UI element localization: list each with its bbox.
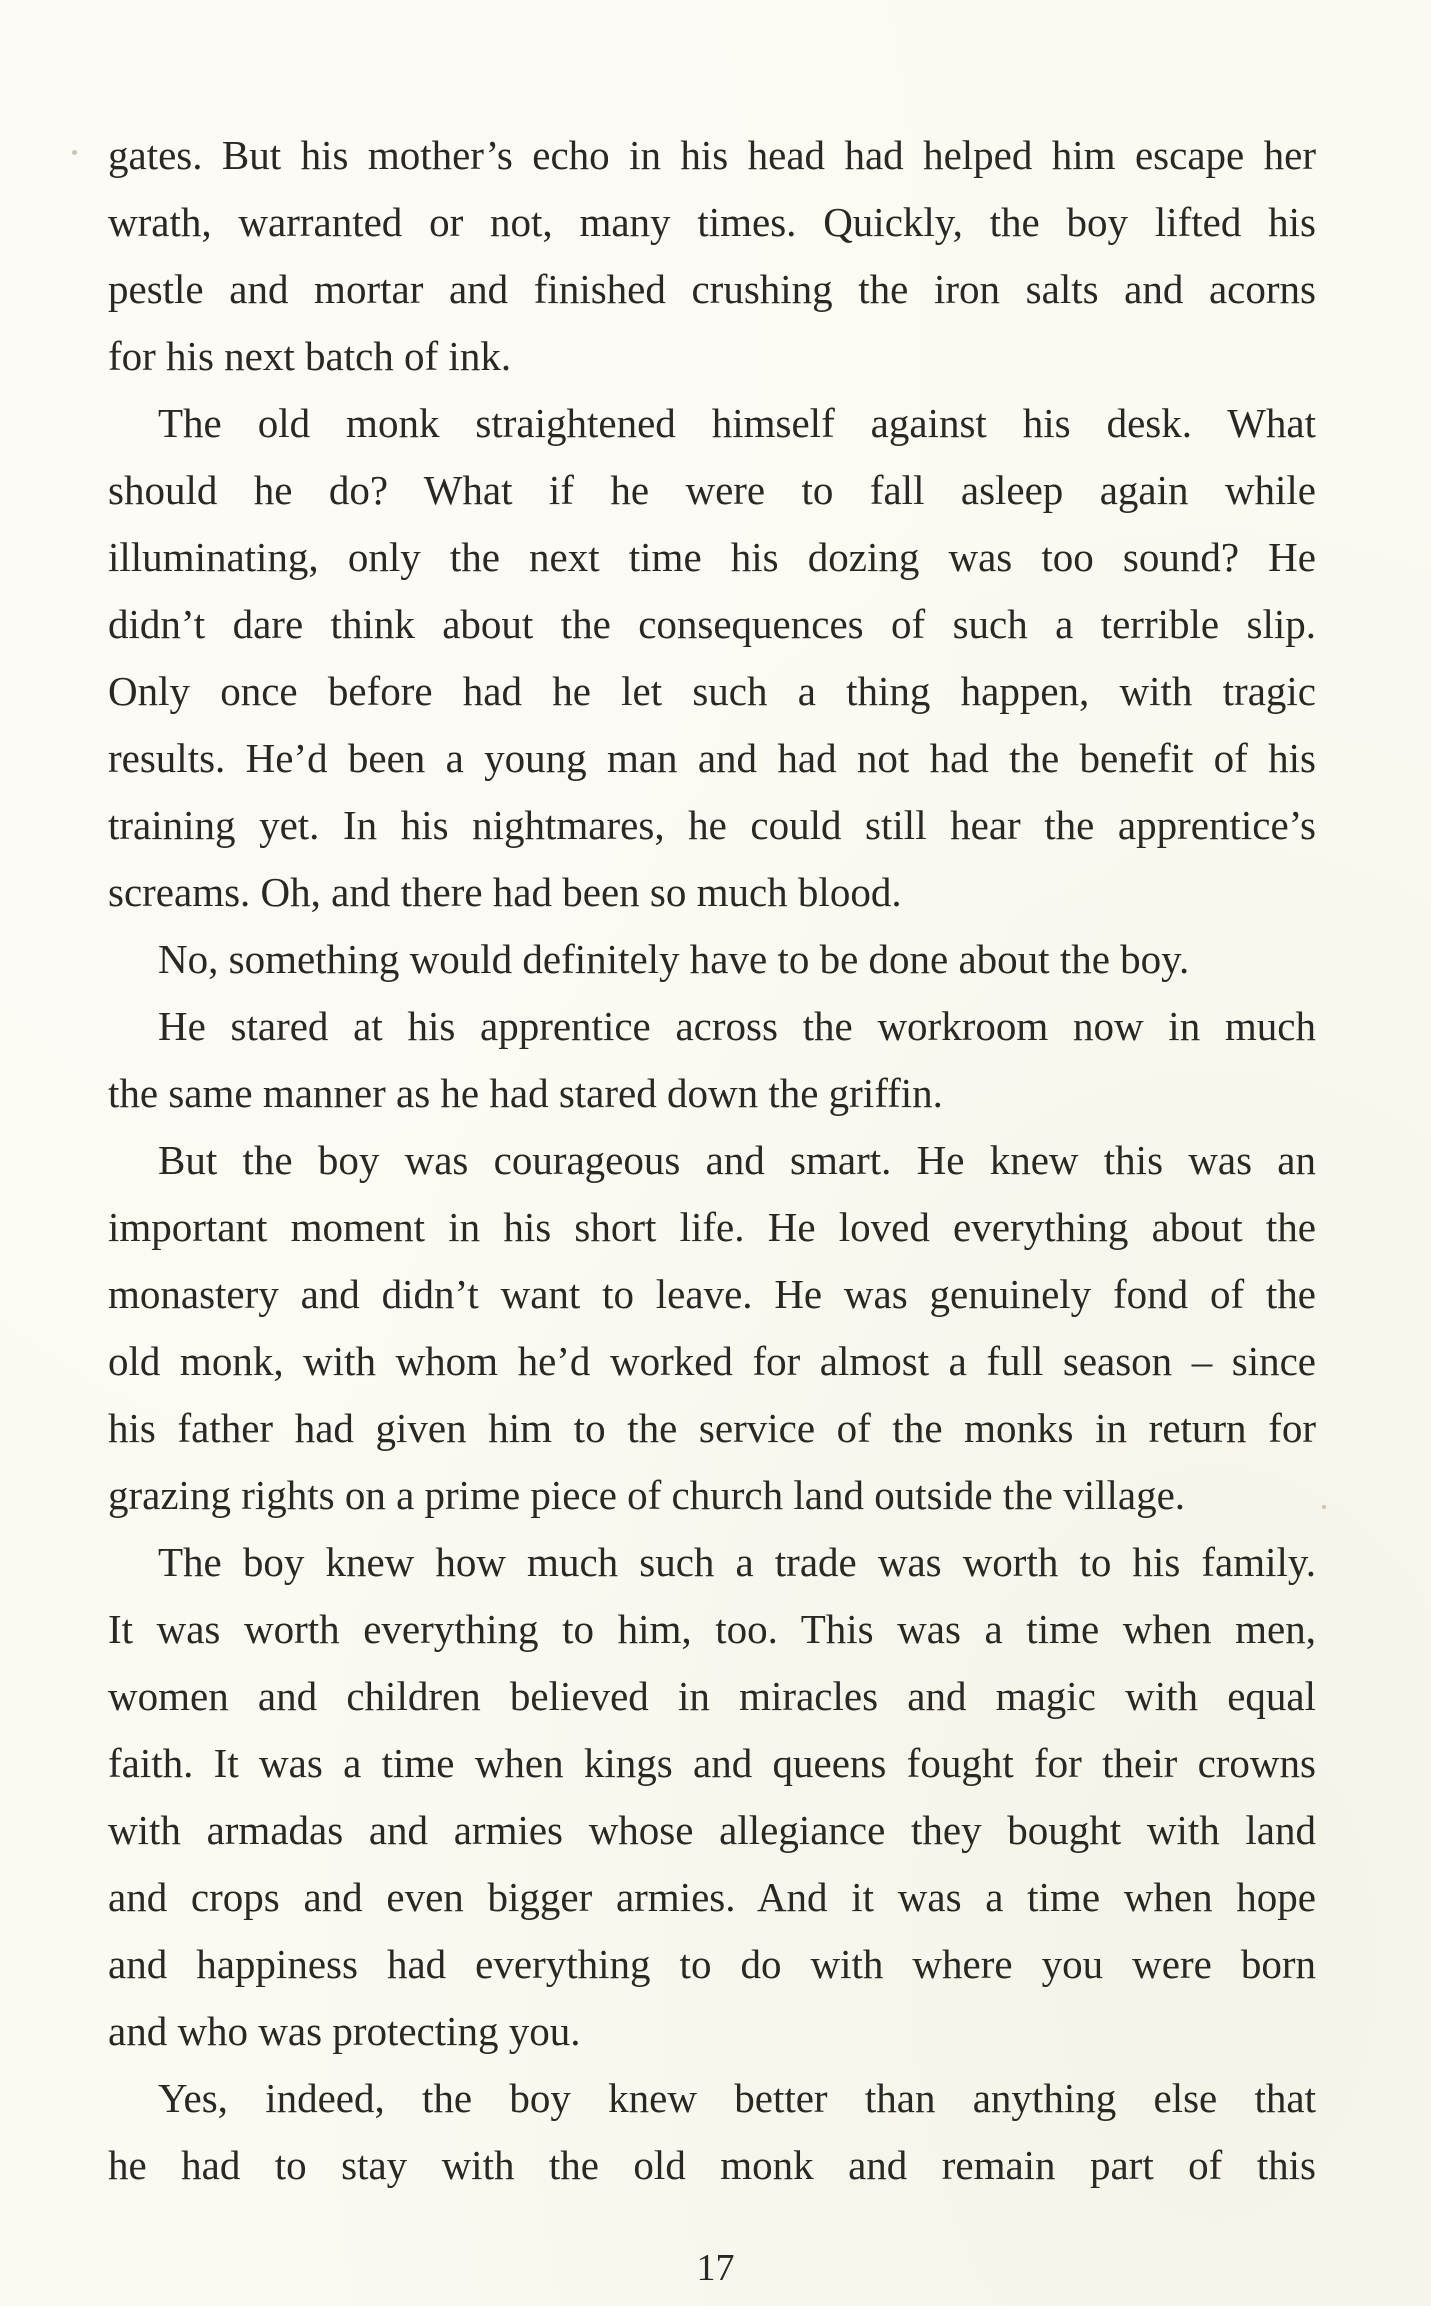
body-text bbox=[108, 122, 1316, 2199]
text-line: didn’t dare think about the consequences of such a terrible slip. bbox=[108, 601, 1316, 647]
text-line: faith. It was a time when kings and queens fought for their crowns bbox=[108, 1740, 1316, 1786]
page-number: 17 bbox=[696, 2247, 735, 2289]
text-line: grazing rights on a prime piece of church land outside the village. bbox=[108, 1472, 1186, 1518]
text-line: illuminating, only the next time his dozing was too sound? He bbox=[108, 534, 1316, 580]
text-line: gates. But his mother’s echo in his head had helped him escape her bbox=[108, 132, 1316, 178]
text-line: Yes, indeed, the boy knew better than anything else that bbox=[158, 2075, 1316, 2121]
text-line: and happiness had everything to do with where you were born bbox=[108, 1941, 1316, 1987]
text-line: wrath, warranted or not, many times. Quickly, the boy lifted his bbox=[108, 199, 1316, 245]
text-line: monastery and didn’t want to leave. He was genuinely fond of the bbox=[108, 1271, 1316, 1317]
paper-speck bbox=[1322, 1505, 1326, 1509]
text-line: The old monk straightened himself against his desk. What bbox=[158, 400, 1316, 446]
text-line: for his next batch of ink. bbox=[108, 333, 512, 379]
text-line: It was worth everything to him, too. This was a time when men, bbox=[108, 1606, 1316, 1652]
text-line: Only once before had he let such a thing happen, with tragic bbox=[108, 668, 1316, 714]
text-line: he had to stay with the old monk and remain part of this bbox=[108, 2142, 1316, 2188]
text-line: old monk, with whom he’d worked for almost a full season – since bbox=[108, 1338, 1316, 1384]
text-line: with armadas and armies whose allegiance they bought with land bbox=[108, 1807, 1316, 1853]
text-line: the same manner as he had stared down the griffin. bbox=[108, 1070, 943, 1116]
text-line: results. He’d been a young man and had not had the benefit of his bbox=[108, 735, 1316, 781]
text-line: his father had given him to the service of the monks in return for bbox=[108, 1405, 1316, 1451]
text-line: No, something would definitely have to be done about the boy. bbox=[158, 936, 1190, 982]
text-line: He stared at his apprentice across the workroom now in much bbox=[158, 1003, 1316, 1049]
text-line: But the boy was courageous and smart. He knew this was an bbox=[158, 1137, 1316, 1183]
text-line: important moment in his short life. He loved everything about the bbox=[108, 1204, 1316, 1250]
text-line: women and children believed in miracles and magic with equal bbox=[108, 1673, 1316, 1719]
text-line: The boy knew how much such a trade was worth to his family. bbox=[158, 1539, 1316, 1585]
text-line: screams. Oh, and there had been so much blood. bbox=[108, 869, 902, 915]
text-line: and crops and even bigger armies. And it was a time when hope bbox=[108, 1874, 1316, 1920]
text-line: pestle and mortar and finished crushing the iron salts and acorns bbox=[108, 266, 1316, 312]
text-line: and who was protecting you. bbox=[108, 2008, 581, 2054]
text-line: training yet. In his nightmares, he could still hear the apprentice’s bbox=[108, 802, 1316, 848]
text-line: should he do? What if he were to fall asleep again while bbox=[108, 467, 1316, 513]
paper-speck bbox=[72, 150, 77, 155]
